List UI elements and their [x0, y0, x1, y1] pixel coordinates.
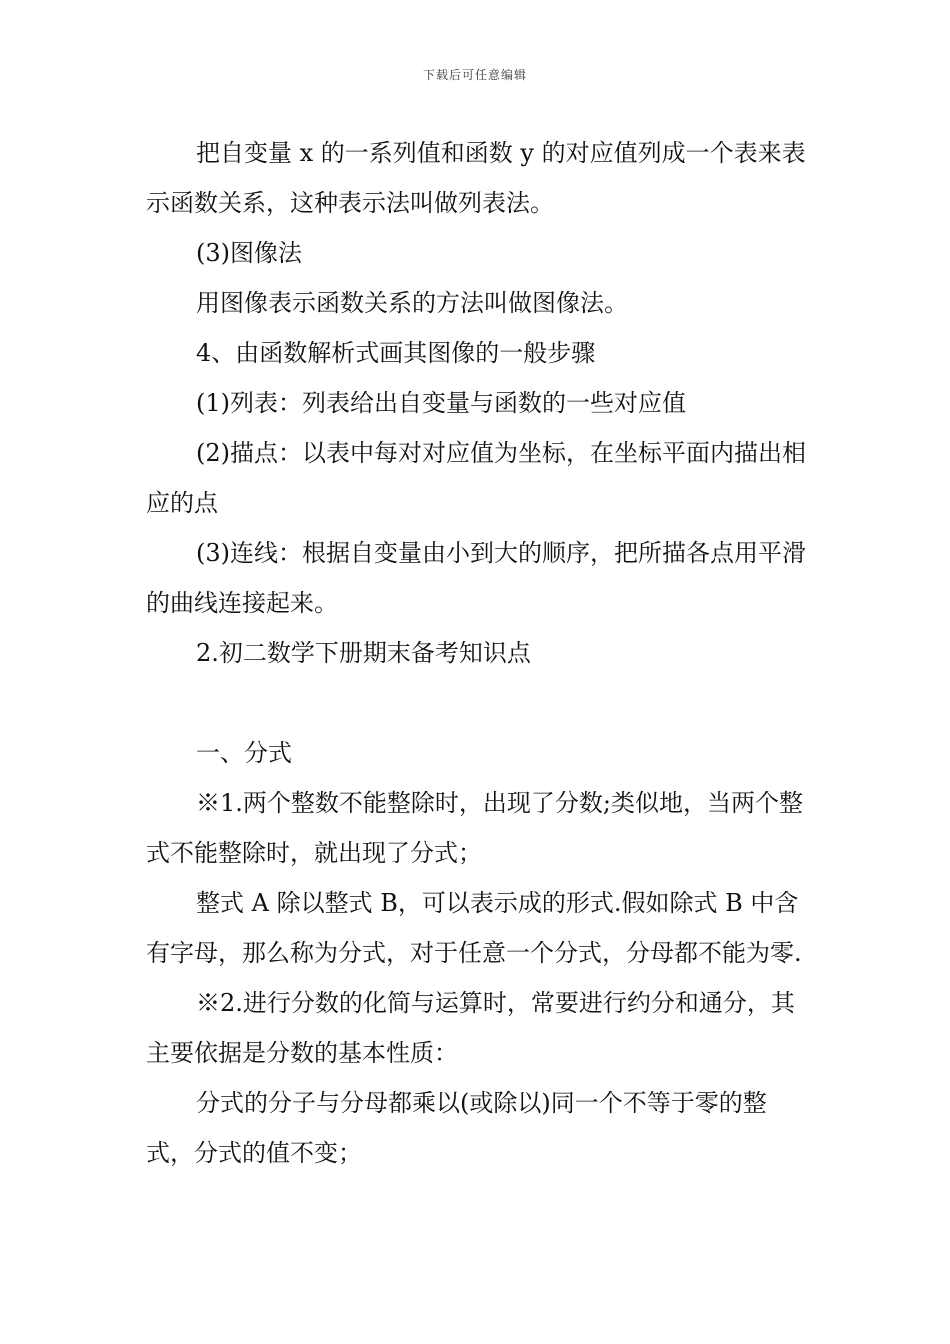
- paragraph-fraction-note-2: ※2.进行分数的化简与运算时，常要进行约分和通分，其主要依据是分数的基本性质：: [146, 989, 795, 1067]
- paragraph-fraction-property: 分式的分子与分母都乘以(或除以)同一个不等于零的整式，分式的值不变；: [146, 1089, 767, 1167]
- paragraph-fraction-note-1: ※1.两个整数不能整除时，出现了分数;类似地，当两个整式不能整除时，就出现了分式；: [146, 789, 803, 867]
- heading-fractions: 一、分式: [196, 739, 292, 767]
- page-header-note: 下载后可任意编辑: [422, 68, 527, 82]
- paragraph-step-list: (1)列表：列表给出自变量与函数的一些对应值: [196, 389, 686, 417]
- blank-line: [146, 678, 810, 728]
- paragraph-graph-method: 用图像表示函数关系的方法叫做图像法。: [196, 289, 628, 317]
- paragraph-step-plot: (2)描点：以表中每对对应值为坐标，在坐标平面内描出相应的点: [146, 439, 806, 517]
- paragraph-table-method: 把自变量 x 的一系列值和函数 y 的对应值列成一个表来表示函数关系，这种表示法叫做列表法。: [146, 139, 806, 217]
- heading-graph-method: (3)图像法: [196, 239, 302, 267]
- paragraph-step-connect: (3)连线：根据自变量由小到大的顺序，把所描各点用平滑的曲线连接起来。: [146, 539, 806, 617]
- document-body: [146, 128, 810, 1178]
- heading-drawing-steps: 4、由函数解析式画其图像的一般步骤: [196, 339, 596, 367]
- section-title-knowledge-points: 2.初二数学下册期末备考知识点: [196, 639, 531, 667]
- paragraph-fraction-definition: 整式 A 除以整式 B，可以表示成的形式.假如除式 B 中含有字母，那么称为分式，对于任意一个分式，分母都不能为零.: [146, 889, 802, 967]
